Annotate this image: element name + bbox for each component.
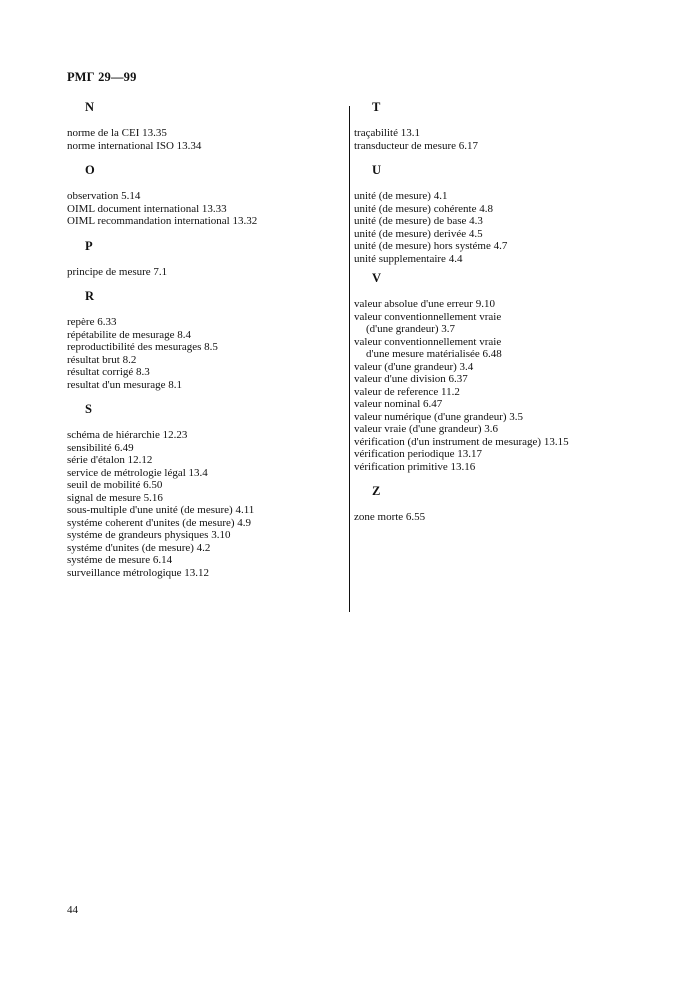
section-letter: N [85,100,95,114]
section-letter: O [85,163,95,177]
index-entry: transducteur de mesure 6.17 [354,139,479,152]
index-entry: repère 6.33 [67,316,117,328]
index-entry: unité supplementaire 4.4 [354,252,463,265]
index-entry-continuation: (d'une grandeur) 3.7 [366,323,456,335]
index-section-p [67,239,337,290]
index-section-u [354,163,654,271]
index-entry: résultat corrigé 8.3 [67,366,150,378]
index-entry: valeur conventionnellement vraie [354,335,502,348]
index-entry: OIML document international 13.33 [67,202,227,215]
index-entries [67,190,337,228]
index-entry: unité (de mesure) derivée 4.5 [354,227,483,240]
index-entry: norme de la CEI 13.35 [67,127,167,139]
index-entry: sous-multiple d'une unité (de mesure) 4.11 [67,504,255,516]
index-entry: surveillance métrologique 13.12 [67,566,210,579]
index-entry-continuation: d'une mesure matérialisée 6.48 [366,348,502,360]
index-column-right [354,100,654,524]
section-letter: T [372,100,381,114]
section-letter: V [372,271,382,285]
index-section-v [354,271,654,484]
index-entry: systéme d'unites (de mesure) 4.2 [67,541,211,554]
index-entry: valeur (d'une grandeur) 3.4 [354,360,474,373]
section-letter: P [85,238,93,253]
index-entry: unité (de mesure) hors systéme 4.7 [354,240,508,252]
index-entry: reproductibilité des mesurages 8.5 [67,341,218,353]
index-entry: systéme de grandeurs physiques 3.10 [67,529,231,541]
index-section-t [354,100,654,163]
page-number: 44 [67,904,78,916]
index-entry: série d'étalon 12.12 [67,454,153,466]
index-entry: unité (de mesure) cohérente 4.8 [354,202,493,215]
index-entry: valeur absolue d'une erreur 9.10 [354,298,495,310]
index-entry: valeur d'une division 6.37 [354,373,468,385]
index-entry: systéme de mesure 6.14 [67,554,173,566]
index-entries [354,511,654,524]
section-letter: U [372,163,382,177]
index-section-o [67,163,337,239]
index-entry: observation 5.14 [67,190,141,202]
section-letter: S [85,402,92,416]
index-entry: signal de mesure 5.16 [67,491,163,504]
document-header: РМГ 29—99 [67,70,137,84]
index-entry: répétabilite de mesurage 8.4 [67,328,192,341]
index-section-z [354,484,654,524]
index-entries [67,429,337,579]
index-entry: norme international ISO 13.34 [67,139,202,152]
index-entry: valeur numérique (d'une grandeur) 3.5 [354,410,524,423]
index-entries [67,316,337,391]
index-entry: valeur vraie (d'une grandeur) 3.6 [354,423,498,435]
index-column-left [67,100,337,579]
column-divider [349,106,350,612]
index-entry: seuil de mobilité 6.50 [67,479,163,491]
index-entry: OIML recommandation international 13.32 [67,215,258,227]
section-letter: Z [372,484,381,498]
index-entry: vérification primitive 13.16 [354,460,476,473]
index-section-n [67,100,337,163]
index-entry: valeur nominal 6.47 [354,398,443,410]
index-entries [354,127,654,152]
index-entries [67,266,337,279]
index-entry: vérification periodique 13.17 [354,448,482,460]
index-entry: valeur de reference 11.2 [354,385,460,398]
index-entry: schéma de hiérarchie 12.23 [67,429,188,441]
index-entry: traçabilité 13.1 [354,127,420,139]
index-entry: systéme coherent d'unites (de mesure) 4.9 [67,516,252,529]
index-entry: vérification (d'un instrument de mesurage) 13.15 [354,435,569,448]
index-entry: zone morte 6.55 [354,511,426,523]
index-entry: resultat d'un mesurage 8.1 [67,378,183,391]
index-entry: valeur conventionnellement vraie [354,310,502,323]
index-section-r [67,289,337,402]
index-entries [354,298,654,473]
index-entries [354,190,654,265]
index-entry: résultat brut 8.2 [67,353,137,366]
index-entry: unité (de mesure) de base 4.3 [354,215,483,227]
index-entry: principe de mesure 7.1 [67,265,168,278]
index-entry: service de métrologie légal 13.4 [67,466,208,479]
index-section-s [67,402,337,579]
section-letter: R [85,289,95,303]
index-entry: sensibilité 6.49 [67,441,134,454]
index-entry: unité (de mesure) 4.1 [354,190,448,202]
index-entries [67,127,337,152]
